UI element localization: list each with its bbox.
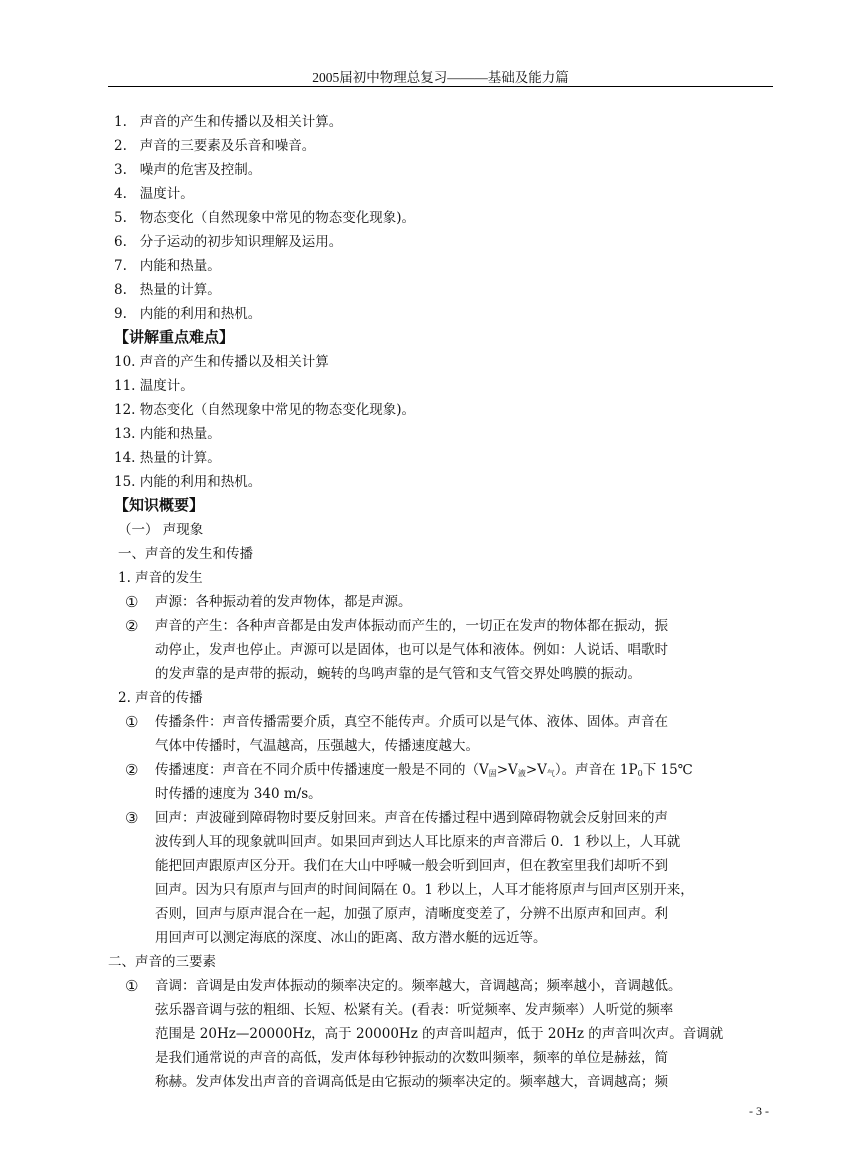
paragraph-line: 范围是 20Hz—20000Hz，高于 20000Hz 的声音叫超声，低于 20Hz 的声音叫次声。音调就 [155, 1026, 724, 1042]
paragraph-line: 否则，回声与原声混合在一起，加强了原声，清晰度变差了，分辨不出原声和回声。利 [155, 906, 668, 922]
section-heading-key-points: 【讲解重点难点】 [114, 328, 235, 346]
page-number: - 3 - [749, 1104, 769, 1118]
list-item: 7. 内能和热量。 [114, 258, 221, 274]
section-heading-overview: 【知识概要】 [114, 496, 205, 514]
list-item: 8. 热量的计算。 [114, 282, 221, 298]
list-item: 11. 温度计。 [114, 378, 194, 394]
subsection-heading: （一） 声现象 [118, 522, 204, 538]
circled-number: ② [125, 617, 139, 635]
paragraph-line: 声音的产生：各种声音都是由发声体振动而产生的，一切正在发声的物体都在振动，振 [155, 618, 668, 634]
paragraph-line: 波传到人耳的现象就叫回声。如果回声到达人耳比原来的声音滞后 0．1 秒以上，人耳就 [155, 834, 681, 850]
paragraph-line: 称赫。发声体发出声音的音调高低是由它振动的频率决定的。频率越大，音调越高；频 [155, 1074, 668, 1090]
paragraph-line: 动停止，发声也停止。声源可以是固体，也可以是气体和液体。例如：人说话、唱歌时 [155, 642, 668, 658]
paragraph-line: 声源：各种振动着的发声物体，都是声源。 [155, 594, 412, 610]
paragraph-line: 是我们通常说的声音的高低，发声体每秒钟振动的次数叫频率，频率的单位是赫兹，简 [155, 1050, 668, 1066]
circled-number: ① [125, 593, 139, 611]
circled-number: ① [125, 713, 139, 731]
paragraph-line: 回声。因为只有原声与回声的时间间隔在 0。1 秒以上，人耳才能将原声与回声区别开来， [155, 882, 694, 898]
paragraph-line: 传播速度：声音在不同介质中传播速度一般是不同的$(V_固>V_液>V_气)$。声音在 $1P_0$下 15℃ [155, 762, 693, 778]
list-item: 15. 内能的利用和热机。 [114, 474, 262, 490]
list-item: 2. 声音的三要素及乐音和噪音。 [114, 138, 316, 154]
list-item: 3. 噪声的危害及控制。 [114, 162, 262, 178]
circled-number: ① [125, 977, 139, 995]
subsection-heading: 二、声音的三要素 [108, 954, 216, 970]
subsection-heading: 1. 声音的发生 [118, 570, 203, 586]
list-item: 12. 物态变化（自然现象中常见的物态变化现象)。 [114, 402, 416, 418]
list-item: 6. 分子运动的初步知识理解及运用。 [114, 234, 343, 250]
list-item: 14. 热量的计算。 [114, 450, 221, 466]
list-item: 13. 内能和热量。 [114, 426, 221, 442]
paragraph-line: 气体中传播时，气温越高，压强越大，传播速度越大。 [155, 738, 479, 754]
header-rule [108, 86, 773, 87]
circled-number: ② [125, 761, 139, 779]
list-item: 10. 声音的产生和传播以及相关计算 [114, 354, 329, 370]
paragraph-line: 时传播的速度为 340 m/s。 [155, 786, 322, 802]
page-header: 2005届初中物理总复习———基础及能力篇 [312, 70, 569, 85]
paragraph-line: 音调：音调是由发声体振动的频率决定的。频率越大，音调越高；频率越小，音调越低。 [155, 978, 682, 994]
paragraph-line: 回声：声波碰到障碍物时要反射回来。声音在传播过程中遇到障碍物就会反射回来的声 [155, 810, 668, 826]
paragraph-line: 能把回声跟原声区分开。我们在大山中呼喊一般会听到回声，但在教室里我们却听不到 [155, 858, 668, 874]
subsection-heading: 2. 声音的传播 [118, 690, 203, 706]
paragraph-line: 传播条件：声音传播需要介质，真空不能传声。介质可以是气体、液体、固体。声音在 [155, 714, 668, 730]
paragraph-line: 的发声靠的是声带的振动，蜿转的鸟鸣声靠的是气管和支气管交界处鸣膜的振动。 [155, 666, 641, 682]
list-item: 5. 物态变化（自然现象中常见的物态变化现象)。 [114, 210, 416, 226]
paragraph-line: 弦乐器音调与弦的粗细、长短、松紧有关。(看表：听觉频率、发声频率）人听觉的频率 [155, 1002, 674, 1018]
paragraph-line: 用回声可以测定海底的深度、冰山的距离、敌方潜水艇的远近等。 [155, 930, 547, 946]
subsection-heading: 一、声音的发生和传播 [118, 546, 253, 562]
list-item: 9. 内能的利用和热机。 [114, 306, 262, 322]
circled-number: ③ [125, 809, 139, 827]
list-item: 4. 温度计。 [114, 186, 194, 202]
list-item: 1. 声音的产生和传播以及相关计算。 [114, 114, 343, 130]
